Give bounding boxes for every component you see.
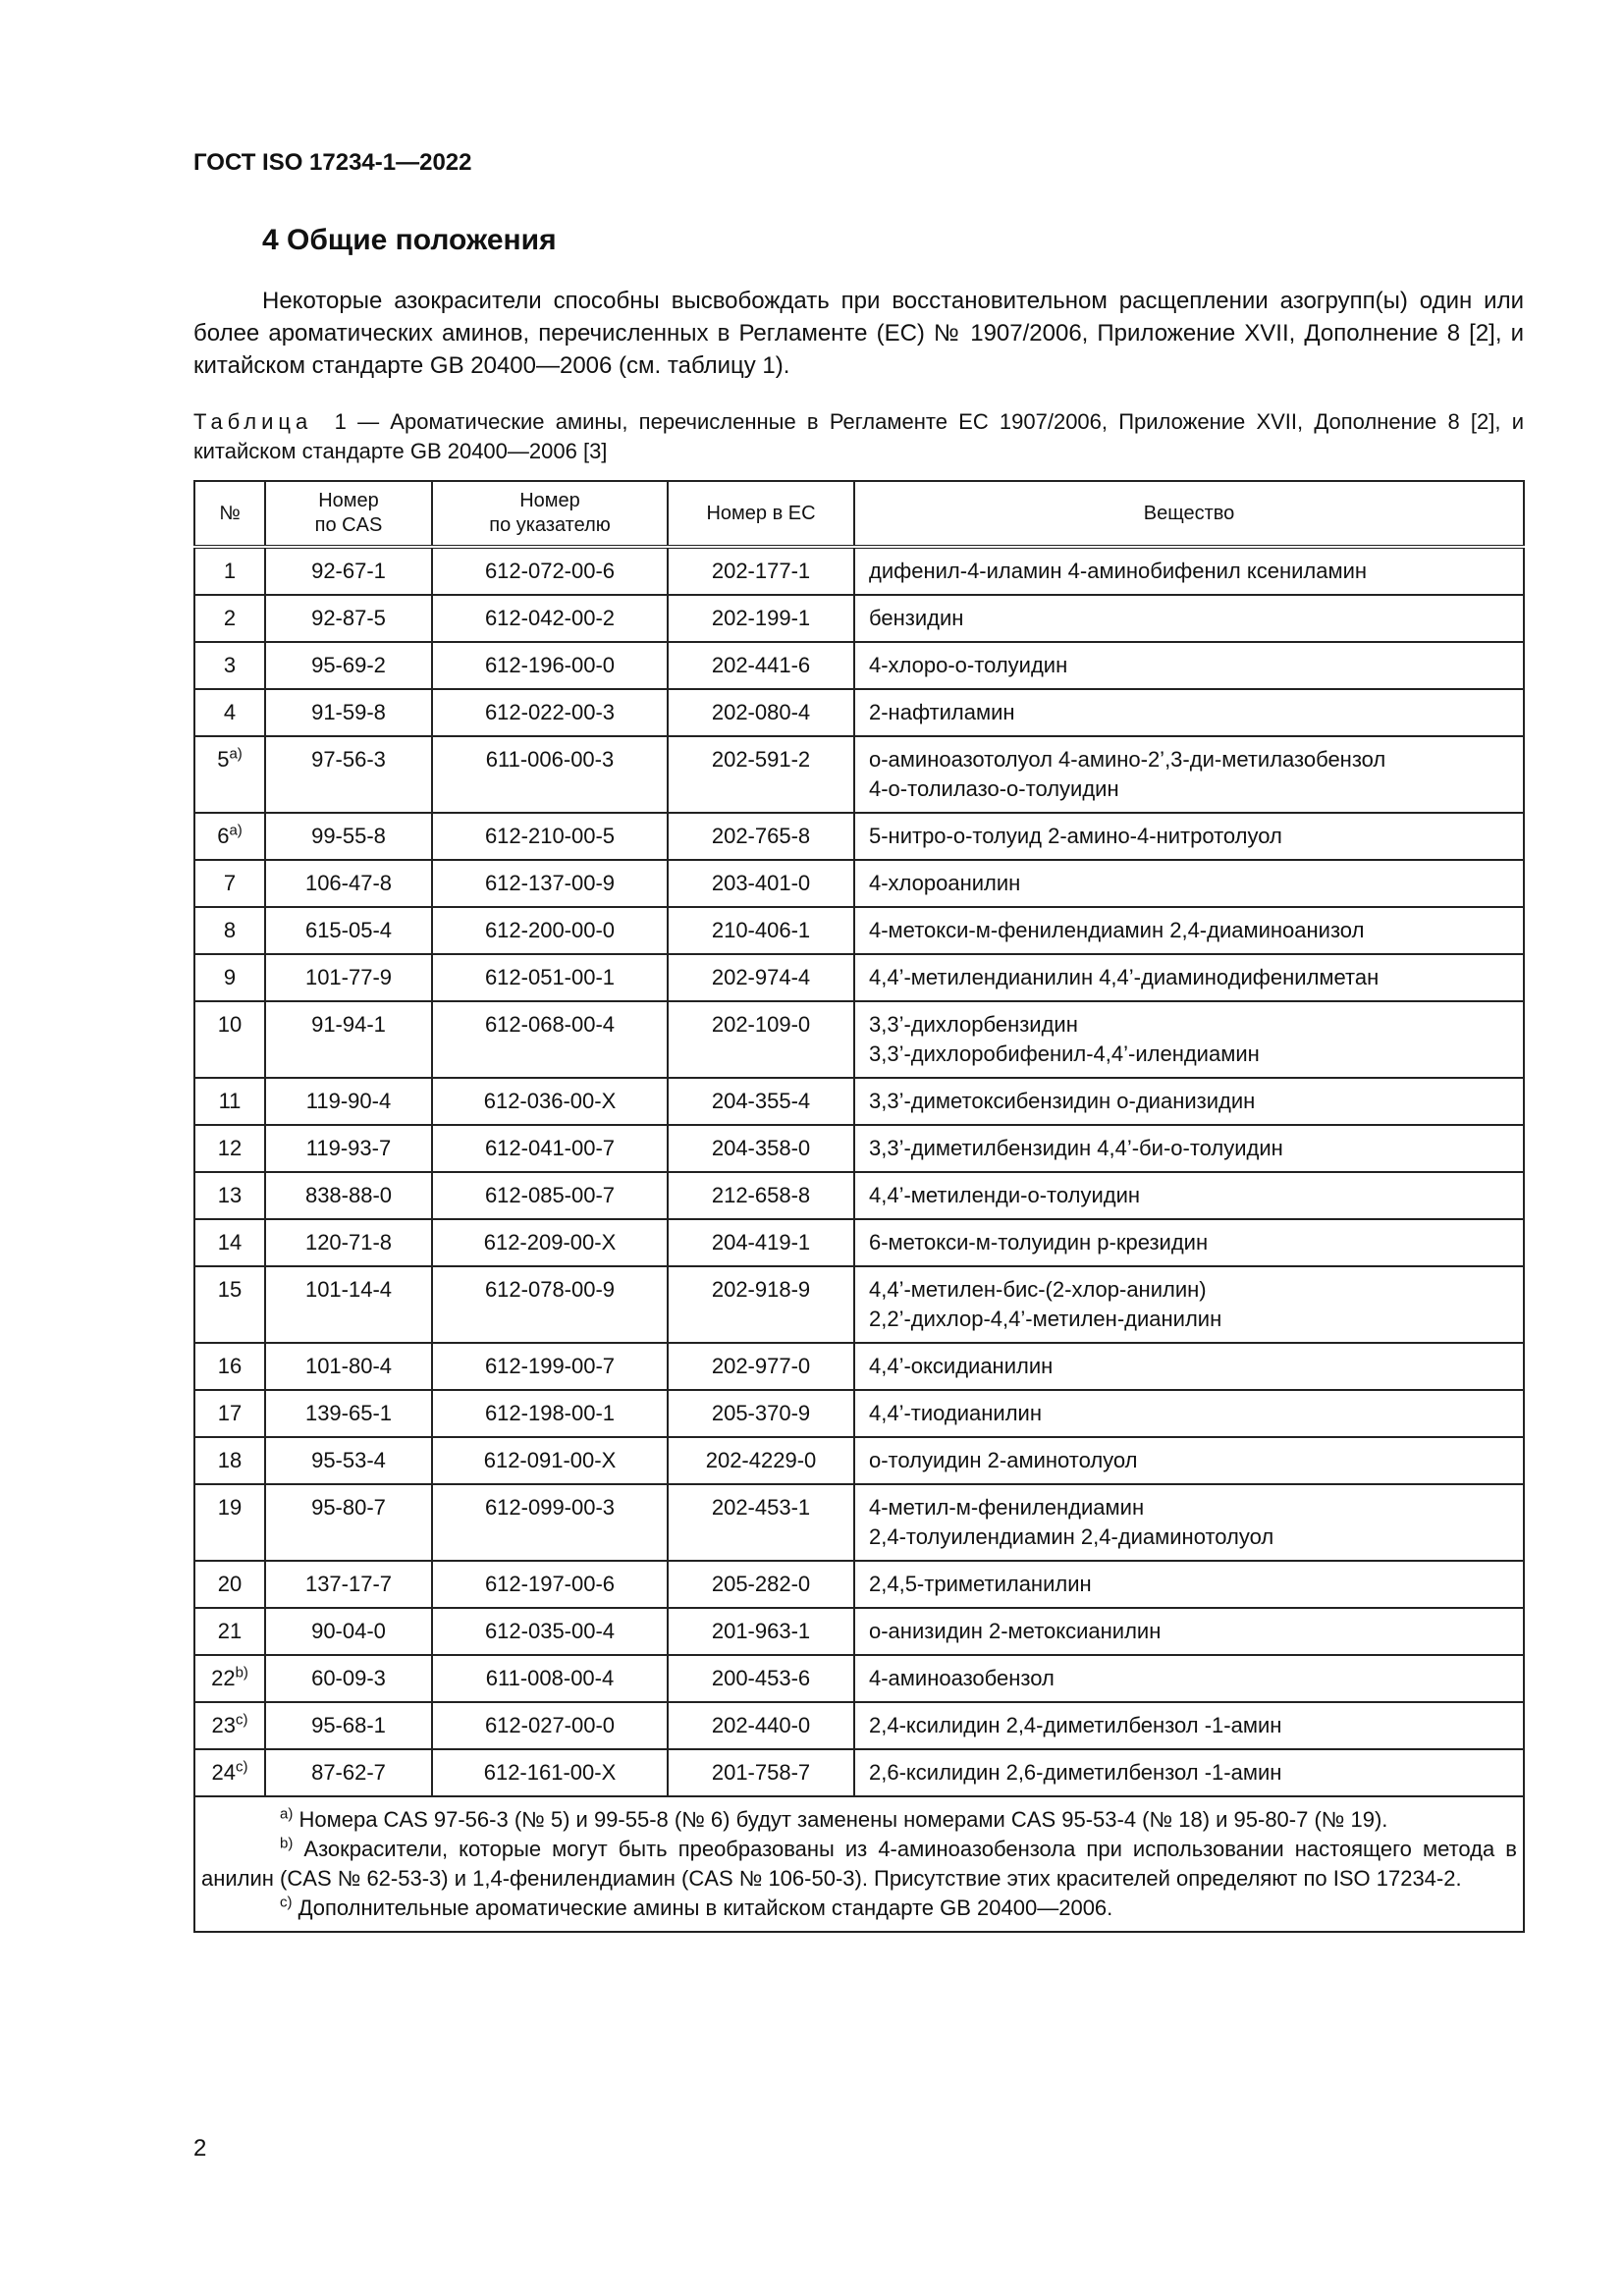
row-number: 20 bbox=[217, 1572, 243, 1596]
cell-num bbox=[194, 1078, 265, 1125]
cell-num bbox=[194, 1219, 265, 1266]
substance-line: 2-нафтиламин bbox=[869, 700, 1015, 724]
cell-substance bbox=[854, 860, 1524, 907]
document-id: ГОСТ ISO 17234-1—2022 bbox=[193, 149, 472, 176]
cell-cas: 87-62-7 bbox=[265, 1749, 432, 1796]
row-footnote-mark: a) bbox=[229, 745, 243, 763]
cell-index: 612-072-00-6 bbox=[432, 547, 668, 595]
page-number: 2 bbox=[193, 2135, 207, 2162]
cell-substance bbox=[854, 1125, 1524, 1172]
table-row bbox=[194, 1655, 1524, 1702]
header-index-line1: Номер bbox=[519, 490, 580, 511]
substance-line: 3,3’-дихлоробифенил-4,4’-илендиамин bbox=[869, 1041, 1260, 1066]
substance-line: 6-метокси-м-толуидин р-крезидин bbox=[869, 1230, 1209, 1255]
cell-num bbox=[194, 736, 265, 813]
substance-line: 4,4’-метиленди-о-толуидин bbox=[869, 1183, 1141, 1207]
cell-index: 612-099-00-3 bbox=[432, 1484, 668, 1561]
cell-substance bbox=[854, 547, 1524, 595]
cell-cas: 120-71-8 bbox=[265, 1219, 432, 1266]
table-row bbox=[194, 860, 1524, 907]
row-number: 4 bbox=[223, 700, 237, 724]
cell-num bbox=[194, 1561, 265, 1608]
table-row bbox=[194, 907, 1524, 954]
cell-index: 612-085-00-7 bbox=[432, 1172, 668, 1219]
table-row bbox=[194, 1608, 1524, 1655]
cell-cas: 97-56-3 bbox=[265, 736, 432, 813]
row-number: 8 bbox=[223, 918, 237, 942]
cell-num bbox=[194, 1390, 265, 1437]
cell-index: 611-008-00-4 bbox=[432, 1655, 668, 1702]
substance-line: 2,2’-дихлор-4,4’-метилен-дианилин bbox=[869, 1307, 1222, 1331]
row-footnote-mark: c) bbox=[235, 1711, 248, 1729]
table-row bbox=[194, 1702, 1524, 1749]
substance-line: 4-хлоро-о-толуидин bbox=[869, 653, 1068, 677]
cell-ec: 205-282-0 bbox=[668, 1561, 854, 1608]
cell-ec: 201-758-7 bbox=[668, 1749, 854, 1796]
substance-line: 4-метил-м-фенилендиамин bbox=[869, 1495, 1145, 1520]
note-c-text: Дополнительные ароматические амины в китайском стандарте GB 20400—2006. bbox=[298, 1896, 1113, 1920]
row-number: 9 bbox=[223, 965, 237, 989]
note-b-text: Азокрасители, которые могут быть преобразованы из 4-аминоазобензола при использовании настоящего метода в анилин (CAS № 62-53-3) и 1,4-фенилендиамин (CAS № 106-50-3). Присутствие этих красителей определяют по ISO 17234-2. bbox=[201, 1837, 1517, 1891]
header-ec: Номер в ЕС bbox=[668, 481, 854, 547]
table-body bbox=[194, 547, 1524, 1796]
table-notes-row bbox=[194, 1796, 1524, 1932]
note-b-mark: b) bbox=[280, 1835, 294, 1852]
cell-ec: 202-4229-0 bbox=[668, 1437, 854, 1484]
header-index-line2: по указателю bbox=[489, 514, 611, 536]
table-row bbox=[194, 1749, 1524, 1796]
row-number: 22 bbox=[211, 1666, 236, 1690]
substance-line: 4,4’-тиодианилин bbox=[869, 1401, 1042, 1425]
substance-line: 4,4’-оксидианилин bbox=[869, 1354, 1054, 1378]
table-notes bbox=[194, 1796, 1524, 1932]
table-row bbox=[194, 595, 1524, 642]
cell-num bbox=[194, 1608, 265, 1655]
substance-line: 4-хлороанилин bbox=[869, 871, 1021, 895]
substance-line: 2,4-толуилендиамин 2,4-диаминотолуол bbox=[869, 1524, 1274, 1549]
table-caption-label: Таблица bbox=[193, 409, 313, 434]
cell-index: 612-200-00-0 bbox=[432, 907, 668, 954]
substance-line: 4-метокси-м-фенилендиамин 2,4-диаминоанизол bbox=[869, 918, 1365, 942]
substance-line: 4,4’-метилен-бис-(2-хлор-анилин) bbox=[869, 1277, 1207, 1302]
cell-substance bbox=[854, 642, 1524, 689]
cell-num bbox=[194, 1437, 265, 1484]
cell-index: 611-006-00-3 bbox=[432, 736, 668, 813]
cell-substance bbox=[854, 736, 1524, 813]
cell-num bbox=[194, 1266, 265, 1343]
cell-substance bbox=[854, 1390, 1524, 1437]
cell-cas: 99-55-8 bbox=[265, 813, 432, 860]
cell-num bbox=[194, 1001, 265, 1078]
cell-substance bbox=[854, 1561, 1524, 1608]
header-cas-line2: по CAS bbox=[314, 514, 383, 536]
table-row bbox=[194, 813, 1524, 860]
cell-num bbox=[194, 1702, 265, 1749]
cell-cas: 91-59-8 bbox=[265, 689, 432, 736]
intro-paragraph: Некоторые азокрасители способны высвобождать при восстановительном расщеплении азогрупп(ы) один или более ароматических аминов, перечисленных в Регламенте (ЕС) № 1907/2006, Приложение XVII, Дополнение 8 [2], и китайском стандарте GB 20400—2006 (см. таблицу 1). bbox=[193, 288, 1524, 379]
cell-index: 612-161-00-X bbox=[432, 1749, 668, 1796]
cell-cas: 95-53-4 bbox=[265, 1437, 432, 1484]
note-c-mark: c) bbox=[280, 1894, 293, 1911]
cell-num bbox=[194, 954, 265, 1001]
cell-cas: 838-88-0 bbox=[265, 1172, 432, 1219]
cell-index: 612-027-00-0 bbox=[432, 1702, 668, 1749]
table-row bbox=[194, 736, 1524, 813]
row-number: 18 bbox=[217, 1448, 243, 1472]
row-footnote-mark: a) bbox=[229, 822, 243, 839]
cell-cas: 92-67-1 bbox=[265, 547, 432, 595]
cell-ec: 202-080-4 bbox=[668, 689, 854, 736]
cell-num bbox=[194, 642, 265, 689]
header-index bbox=[432, 481, 668, 547]
table-row bbox=[194, 1484, 1524, 1561]
cell-ec: 202-109-0 bbox=[668, 1001, 854, 1078]
note-a-mark: a) bbox=[280, 1805, 294, 1823]
cell-ec: 202-441-6 bbox=[668, 642, 854, 689]
substance-line: 2,4,5-триметиланилин bbox=[869, 1572, 1092, 1596]
cell-num bbox=[194, 860, 265, 907]
substance-line: о-анизидин 2-метоксианилин bbox=[869, 1619, 1162, 1643]
cell-num bbox=[194, 907, 265, 954]
amines-table bbox=[193, 480, 1525, 1933]
cell-cas: 139-65-1 bbox=[265, 1390, 432, 1437]
substance-line: 2,6-ксилидин 2,6-диметилбензол -1-амин bbox=[869, 1760, 1282, 1785]
substance-line: о-толуидин 2-аминотолуол bbox=[869, 1448, 1138, 1472]
table-row bbox=[194, 1078, 1524, 1125]
cell-num bbox=[194, 1749, 265, 1796]
cell-ec: 200-453-6 bbox=[668, 1655, 854, 1702]
table-caption bbox=[193, 407, 1524, 466]
row-number: 13 bbox=[217, 1183, 243, 1207]
row-number: 7 bbox=[223, 871, 237, 895]
row-number: 2 bbox=[223, 606, 237, 630]
cell-cas: 137-17-7 bbox=[265, 1561, 432, 1608]
cell-cas: 95-68-1 bbox=[265, 1702, 432, 1749]
cell-index: 612-068-00-4 bbox=[432, 1001, 668, 1078]
table-row bbox=[194, 1343, 1524, 1390]
cell-index: 612-091-00-X bbox=[432, 1437, 668, 1484]
row-number: 23 bbox=[211, 1713, 236, 1737]
cell-index: 612-042-00-2 bbox=[432, 595, 668, 642]
section-title: 4 Общие положения bbox=[262, 224, 557, 256]
cell-ec: 202-977-0 bbox=[668, 1343, 854, 1390]
cell-substance bbox=[854, 689, 1524, 736]
cell-ec: 202-765-8 bbox=[668, 813, 854, 860]
cell-index: 612-210-00-5 bbox=[432, 813, 668, 860]
cell-ec: 202-974-4 bbox=[668, 954, 854, 1001]
cell-ec: 202-453-1 bbox=[668, 1484, 854, 1561]
cell-num bbox=[194, 689, 265, 736]
cell-num bbox=[194, 1125, 265, 1172]
cell-substance bbox=[854, 1655, 1524, 1702]
row-number: 14 bbox=[217, 1230, 243, 1255]
row-number: 21 bbox=[217, 1619, 243, 1643]
cell-cas: 95-69-2 bbox=[265, 642, 432, 689]
cell-num bbox=[194, 595, 265, 642]
cell-cas: 95-80-7 bbox=[265, 1484, 432, 1561]
substance-line: 4-аминоазобензол bbox=[869, 1666, 1055, 1690]
cell-ec: 212-658-8 bbox=[668, 1172, 854, 1219]
note-a bbox=[201, 1805, 1517, 1835]
row-number: 3 bbox=[223, 653, 237, 677]
table-row bbox=[194, 1219, 1524, 1266]
cell-substance bbox=[854, 1001, 1524, 1078]
cell-cas: 106-47-8 bbox=[265, 860, 432, 907]
table-row bbox=[194, 1001, 1524, 1078]
cell-index: 612-051-00-1 bbox=[432, 954, 668, 1001]
row-number: 17 bbox=[217, 1401, 243, 1425]
table-row bbox=[194, 1390, 1524, 1437]
cell-index: 612-078-00-9 bbox=[432, 1266, 668, 1343]
cell-index: 612-209-00-X bbox=[432, 1219, 668, 1266]
cell-ec: 202-199-1 bbox=[668, 595, 854, 642]
cell-ec: 203-401-0 bbox=[668, 860, 854, 907]
cell-substance bbox=[854, 595, 1524, 642]
substance-line: 4,4’-метилендианилин 4,4’-диаминодифенилметан bbox=[869, 965, 1380, 989]
cell-substance bbox=[854, 813, 1524, 860]
table-row bbox=[194, 1172, 1524, 1219]
cell-substance bbox=[854, 1343, 1524, 1390]
cell-ec: 202-440-0 bbox=[668, 1702, 854, 1749]
cell-num bbox=[194, 1655, 265, 1702]
cell-ec: 202-177-1 bbox=[668, 547, 854, 595]
substance-line: 3,3’-дихлорбензидин bbox=[869, 1012, 1078, 1037]
cell-cas: 615-05-4 bbox=[265, 907, 432, 954]
cell-ec: 204-355-4 bbox=[668, 1078, 854, 1125]
row-footnote-mark: b) bbox=[235, 1664, 248, 1682]
cell-cas: 92-87-5 bbox=[265, 595, 432, 642]
cell-ec: 201-963-1 bbox=[668, 1608, 854, 1655]
cell-index: 612-035-00-4 bbox=[432, 1608, 668, 1655]
note-c bbox=[201, 1894, 1517, 1923]
cell-num bbox=[194, 1172, 265, 1219]
cell-substance bbox=[854, 1266, 1524, 1343]
cell-substance bbox=[854, 1484, 1524, 1561]
cell-num bbox=[194, 813, 265, 860]
substance-line: 3,3’-диметоксибензидин о-дианизидин bbox=[869, 1089, 1256, 1113]
table-row bbox=[194, 1437, 1524, 1484]
cell-num bbox=[194, 1343, 265, 1390]
cell-index: 612-197-00-6 bbox=[432, 1561, 668, 1608]
cell-num bbox=[194, 547, 265, 595]
substance-line: 4-о-толилазо-о-толуидин bbox=[869, 776, 1119, 801]
table-row bbox=[194, 642, 1524, 689]
cell-cas: 101-77-9 bbox=[265, 954, 432, 1001]
substance-line: 3,3’-диметилбензидин 4,4’-би-о-толуидин bbox=[869, 1136, 1283, 1160]
cell-substance bbox=[854, 907, 1524, 954]
cell-substance bbox=[854, 1702, 1524, 1749]
cell-index: 612-041-00-7 bbox=[432, 1125, 668, 1172]
table-row bbox=[194, 1266, 1524, 1343]
row-number: 11 bbox=[218, 1089, 242, 1113]
cell-cas: 91-94-1 bbox=[265, 1001, 432, 1078]
header-cas-line1: Номер bbox=[318, 490, 379, 511]
cell-substance bbox=[854, 1749, 1524, 1796]
cell-substance bbox=[854, 1437, 1524, 1484]
substance-line: 2,4-ксилидин 2,4-диметилбензол -1-амин bbox=[869, 1713, 1282, 1737]
cell-index: 612-137-00-9 bbox=[432, 860, 668, 907]
row-number: 24 bbox=[211, 1760, 236, 1785]
row-footnote-mark: c) bbox=[235, 1758, 248, 1776]
row-number: 12 bbox=[217, 1136, 243, 1160]
substance-line: о-аминоазотолуол 4-амино-2’,3-ди-метилазобензол bbox=[869, 747, 1386, 772]
table-row bbox=[194, 547, 1524, 595]
cell-ec: 202-918-9 bbox=[668, 1266, 854, 1343]
cell-cas: 60-09-3 bbox=[265, 1655, 432, 1702]
substance-line: бензидин bbox=[869, 606, 964, 630]
cell-index: 612-199-00-7 bbox=[432, 1343, 668, 1390]
cell-substance bbox=[854, 1172, 1524, 1219]
cell-index: 612-198-00-1 bbox=[432, 1390, 668, 1437]
cell-cas: 101-80-4 bbox=[265, 1343, 432, 1390]
row-number: 16 bbox=[217, 1354, 243, 1378]
cell-ec: 202-591-2 bbox=[668, 736, 854, 813]
cell-cas: 90-04-0 bbox=[265, 1608, 432, 1655]
cell-num bbox=[194, 1484, 265, 1561]
table-row bbox=[194, 1125, 1524, 1172]
header-num: № bbox=[194, 481, 265, 547]
table-row bbox=[194, 1561, 1524, 1608]
row-number: 1 bbox=[223, 559, 237, 583]
cell-ec: 210-406-1 bbox=[668, 907, 854, 954]
cell-cas: 119-93-7 bbox=[265, 1125, 432, 1172]
row-number: 6 bbox=[217, 824, 230, 848]
cell-substance bbox=[854, 954, 1524, 1001]
table-row bbox=[194, 689, 1524, 736]
row-number: 19 bbox=[217, 1495, 243, 1520]
cell-index: 612-022-00-3 bbox=[432, 689, 668, 736]
table-caption-text: 1 — Ароматические амины, перечисленные в Регламенте ЕС 1907/2006, Приложение XVII, Дополнение 8 [2], и китайском стандарте GB 20400—2006 [3] bbox=[193, 409, 1524, 463]
row-number: 15 bbox=[217, 1277, 243, 1302]
note-a-text: Номера CAS 97-56-3 (№ 5) и 99-55-8 (№ 6) будут заменены номерами CAS 95-53-4 (№ 18) и 95-80-7 (№ 19). bbox=[298, 1807, 1388, 1832]
cell-substance bbox=[854, 1219, 1524, 1266]
cell-cas: 119-90-4 bbox=[265, 1078, 432, 1125]
cell-index: 612-196-00-0 bbox=[432, 642, 668, 689]
cell-ec: 205-370-9 bbox=[668, 1390, 854, 1437]
cell-ec: 204-358-0 bbox=[668, 1125, 854, 1172]
table-row bbox=[194, 954, 1524, 1001]
row-number: 10 bbox=[217, 1012, 243, 1037]
note-b bbox=[201, 1835, 1517, 1894]
substance-line: 5-нитро-о-толуид 2-амино-4-нитротолуол bbox=[869, 824, 1282, 848]
row-number: 5 bbox=[217, 747, 230, 772]
cell-substance bbox=[854, 1078, 1524, 1125]
cell-index: 612-036-00-X bbox=[432, 1078, 668, 1125]
table-header-row bbox=[194, 481, 1524, 547]
cell-substance bbox=[854, 1608, 1524, 1655]
substance-line: дифенил-4-иламин 4-аминобифенил ксениламин bbox=[869, 559, 1368, 583]
cell-ec: 204-419-1 bbox=[668, 1219, 854, 1266]
header-substance: Вещество bbox=[854, 481, 1524, 547]
cell-cas: 101-14-4 bbox=[265, 1266, 432, 1343]
header-cas bbox=[265, 481, 432, 547]
